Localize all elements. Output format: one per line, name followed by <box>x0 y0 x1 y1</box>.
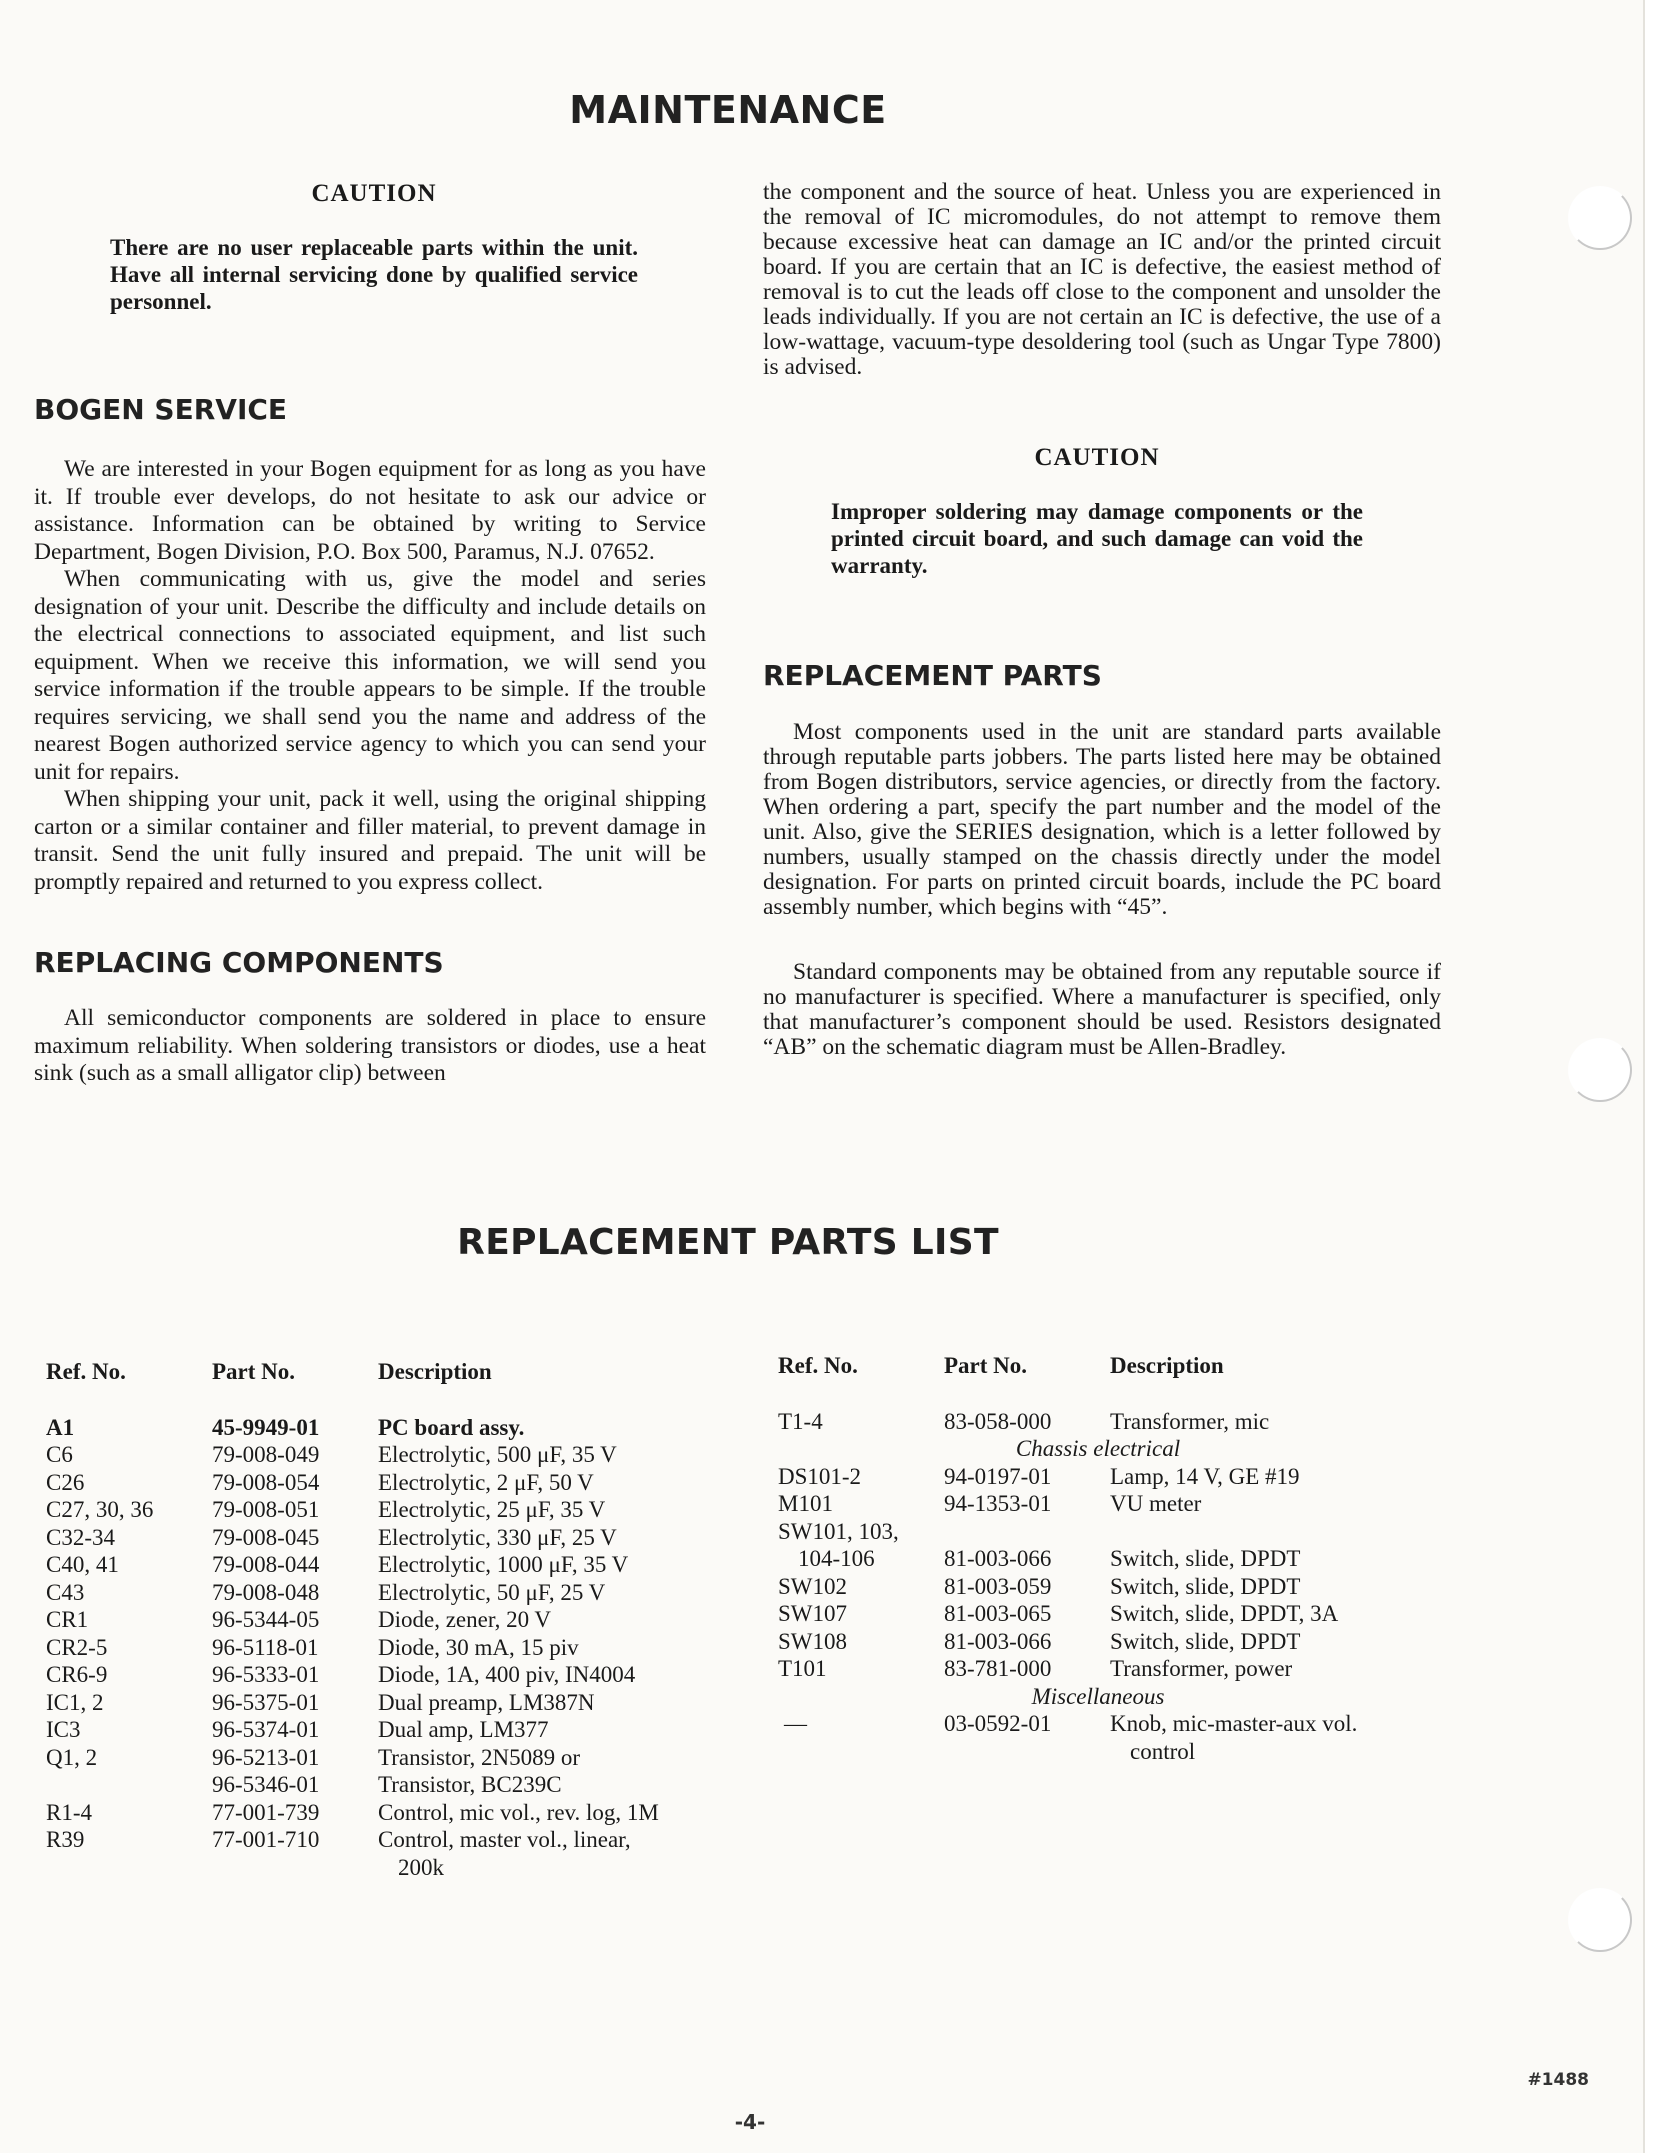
soldering-continuation-paragraph: the component and the source of heat. Unless you are experienced in the removal of IC micromodules, do not attempt to remove them because excessive heat can damage an IC and/or the printed circuit board. If you are certain that an IC is defective, the easiest method of removal is to cut the leads off close to the component and unsolder the leads individually. If you are not certain an IC is defective, the use of a low-wattage, vacuum-type desoldering tool (such as Ungar Type 7800) is advised. <box>763 179 1441 380</box>
ref-no-cell: C43 <box>46 1579 85 1605</box>
table-row <box>46 1414 726 1442</box>
caution-title-left: CAUTION <box>311 180 437 207</box>
chassis-electrical-subheading: Chassis electrical <box>1015 1436 1181 1461</box>
part-no-cell: 96-5213-01 <box>212 1744 320 1770</box>
ref-no-cell <box>46 1854 212 1882</box>
subheading-row <box>778 1683 1418 1711</box>
part-no-cell: 79-008-045 <box>212 1524 320 1550</box>
ref-no-cell: T1-4 <box>778 1408 823 1434</box>
part-no-cell: 03-0592-01 <box>944 1711 1052 1736</box>
header-description: Description <box>1110 1353 1224 1378</box>
ref-no-cell: R1-4 <box>46 1799 92 1825</box>
part-no-cell: 77-001-710 <box>212 1827 320 1852</box>
part-no-cell: 83-058-000 <box>944 1408 1052 1434</box>
table-row <box>46 1496 726 1524</box>
description-cell <box>1110 1518 1418 1546</box>
header-ref-no: Ref. No. <box>46 1359 126 1384</box>
ref-no-cell: C40, 41 <box>46 1552 119 1577</box>
ref-no-cell: IC3 <box>46 1717 81 1742</box>
ref-no-cell <box>778 1738 944 1766</box>
part-no-cell: 81-003-059 <box>944 1573 1052 1599</box>
table-row <box>46 1606 726 1634</box>
table-row <box>778 1628 1418 1656</box>
header-part-no: Part No. <box>212 1359 296 1384</box>
ref-no-cell: SW107 <box>778 1601 847 1626</box>
table-row <box>46 1634 726 1662</box>
table-row <box>46 1771 726 1799</box>
description-cell: Diode, 1A, 400 piv, IN4004 <box>378 1662 636 1687</box>
table-row <box>778 1655 1418 1683</box>
description-cell: Diode, 30 mA, 15 piv <box>378 1634 579 1660</box>
description-cell: Control, mic vol., rev. log, 1M <box>378 1799 659 1825</box>
part-no-cell: 83-781-000 <box>944 1656 1052 1681</box>
parts-table-left-body <box>46 1414 726 1882</box>
description-cell: Diode, zener, 20 V <box>378 1607 552 1632</box>
part-no-cell: 96-5344-05 <box>212 1607 320 1632</box>
table-row <box>46 1854 726 1882</box>
part-no-cell <box>212 1854 378 1882</box>
replacement-parts-paragraph-2: Standard components may be obtained from any reputable source if no manufacturer is specified. Where a manufacturer is specified, only that manufacturer’s component should be used. Resistors designated “AB” on the schematic diagram must be Allen-Bradley. <box>763 959 1441 1060</box>
ref-no-cell: A1 <box>46 1414 75 1440</box>
part-no-cell <box>944 1518 1110 1546</box>
parts-table-right <box>778 1352 1418 1765</box>
description-cell: Electrolytic, 50 μF, 25 V <box>378 1579 606 1605</box>
page-title: MAINTENANCE <box>569 88 887 132</box>
table-row <box>46 1524 726 1552</box>
table-row <box>778 1710 1418 1738</box>
ref-no-cell: C6 <box>46 1442 73 1467</box>
ref-no-cell: SW102 <box>778 1573 847 1599</box>
table-row <box>46 1799 726 1827</box>
description-cell: Transistor, 2N5089 or <box>378 1744 581 1770</box>
parts-table-right-misc <box>778 1710 1418 1765</box>
part-no-cell: 81-003-065 <box>944 1601 1052 1626</box>
ref-no-cell <box>46 1771 212 1799</box>
ref-no-cell: CR1 <box>46 1607 89 1632</box>
ref-no-cell: DS101-2 <box>778 1463 862 1489</box>
parts-table-left-header <box>46 1358 726 1414</box>
bogen-service-paragraph-3: When shipping your unit, pack it well, using the original shipping carton or a similar container and filler material, to prevent damage in transit. Send the unit fully insured and prepaid. The unit will be promptly repaired and returned to you express collect. <box>34 786 706 895</box>
miscellaneous-subheading: Miscellaneous <box>1031 1683 1165 1709</box>
table-row <box>778 1463 1418 1491</box>
parts-table-right-chassis <box>778 1463 1418 1683</box>
part-no-cell: 79-008-054 <box>212 1469 320 1495</box>
ref-no-cell: C26 <box>46 1469 85 1495</box>
ref-no-cell: SW101, 103, <box>778 1518 899 1544</box>
ref-no-cell: Q1, 2 <box>46 1744 98 1770</box>
table-row <box>778 1738 1418 1766</box>
table-row <box>778 1545 1418 1573</box>
description-cell: Transformer, mic <box>1110 1408 1270 1434</box>
table-row <box>46 1689 726 1717</box>
description-cell: Transistor, BC239C <box>378 1772 562 1797</box>
replacement-parts-heading: REPLACEMENT PARTS <box>763 659 1102 692</box>
part-no-cell: 96-5333-01 <box>212 1662 320 1687</box>
binder-hole-middle <box>1568 1038 1632 1102</box>
ref-no-cell: — <box>784 1711 807 1736</box>
description-cell: Switch, slide, DPDT <box>1110 1628 1301 1654</box>
part-no-cell <box>944 1738 1110 1766</box>
description-cell: Dual preamp, LM387N <box>378 1689 595 1715</box>
table-row <box>46 1469 726 1497</box>
description-cell: Switch, slide, DPDT, 3A <box>1110 1601 1339 1626</box>
part-no-cell: 81-003-066 <box>944 1628 1052 1654</box>
ref-no-cell: SW108 <box>778 1628 847 1654</box>
ref-no-cell: CR6-9 <box>46 1662 108 1687</box>
table-row <box>778 1490 1418 1518</box>
ref-no-cell: C32-34 <box>46 1524 115 1550</box>
ref-no-cell: C27, 30, 36 <box>46 1497 154 1522</box>
description-cell: Control, master vol., linear, <box>378 1827 631 1852</box>
bogen-service-heading: BOGEN SERVICE <box>34 393 288 426</box>
part-no-cell: 96-5375-01 <box>212 1689 320 1715</box>
caution-text-right: Improper soldering may damage components or the printed circuit board, and such damage can void the warranty. <box>831 499 1363 578</box>
description-cell: Switch, slide, DPDT <box>1110 1546 1301 1571</box>
ref-no-cell: T101 <box>778 1656 827 1681</box>
description-cell: 200k <box>398 1854 444 1880</box>
ref-no-cell: M101 <box>778 1491 833 1516</box>
description-cell: PC board assy. <box>378 1414 525 1440</box>
bogen-service-paragraph-2: When communicating with us, give the model and series designation of your unit. Describe the difficulty and include details on the electrical connections to associated equipment, and list such equipment. When we receive this information, we will send you service information if the trouble appears to be simple. If the trouble requires servicing, we shall send you the name and address of the nearest Bogen authorized service agency to which you can send your unit for repairs. <box>34 566 706 785</box>
part-no-cell: 96-5346-01 <box>212 1772 320 1797</box>
description-cell: Knob, mic-master-aux vol. <box>1110 1711 1358 1736</box>
part-no-cell: 79-008-051 <box>212 1497 320 1522</box>
bogen-service-paragraph-1: We are interested in your Bogen equipment for as long as you have it. If trouble ever develops, do not hesitate to ask our advice or assistance. Information can be obtained by writing to Service Department, Bogen Division, P.O. Box 500, Paramus, N.J. 07652. <box>34 456 706 565</box>
parts-table-right-header <box>778 1352 1418 1408</box>
ref-no-cell: CR2-5 <box>46 1634 108 1660</box>
binder-hole-bottom <box>1568 1888 1632 1952</box>
table-row <box>46 1551 726 1579</box>
ref-no-cell: IC1, 2 <box>46 1689 104 1715</box>
description-cell: Switch, slide, DPDT <box>1110 1573 1301 1599</box>
part-no-cell: 45-9949-01 <box>212 1414 320 1440</box>
part-no-cell: 77-001-739 <box>212 1799 320 1825</box>
part-no-cell: 79-008-044 <box>212 1552 320 1577</box>
ref-no-cell: R39 <box>46 1827 85 1852</box>
table-row <box>778 1573 1418 1601</box>
table-row <box>46 1579 726 1607</box>
subheading-row <box>778 1435 1418 1463</box>
right-column <box>763 180 1441 1060</box>
table-row <box>46 1716 726 1744</box>
page-number: -4- <box>734 2110 766 2134</box>
description-cell: Electrolytic, 500 μF, 35 V <box>378 1442 617 1467</box>
caution-text-left: There are no user replaceable parts within the unit. Have all internal servicing done by qualified service personnel. <box>110 235 638 314</box>
description-cell: Lamp, 14 V, GE #19 <box>1110 1463 1300 1489</box>
ref-no-cell: 104-106 <box>798 1546 875 1571</box>
part-no-cell: 81-003-066 <box>944 1546 1052 1571</box>
parts-table-left <box>46 1358 726 1881</box>
part-no-cell: 94-0197-01 <box>944 1463 1052 1489</box>
document-code: #1488 <box>1527 2070 1589 2090</box>
description-cell: control <box>1130 1738 1196 1764</box>
replacement-parts-paragraph-1: Most components used in the unit are standard parts available through reputable parts jobbers. The parts listed here may be obtained from Bogen distributors, service agencies, or directly from the factory. When ordering a part, specify the part number and the model of the unit. Also, give the SERIES designation, which is a letter followed by numbers, usually stamped on the chassis directly under the model designation. For parts on printed circuit boards, include the PC board assembly number, which begins with “45”. <box>763 719 1441 920</box>
part-no-cell: 79-008-048 <box>212 1579 320 1605</box>
table-row <box>778 1600 1418 1628</box>
header-part-no: Part No. <box>944 1353 1028 1378</box>
part-no-cell: 96-5118-01 <box>212 1634 319 1660</box>
replacing-components-paragraph: All semiconductor components are soldered in place to ensure maximum reliability. When soldering transistors or diodes, use a heat sink (such as a small alligator clip) between <box>34 1005 706 1086</box>
description-cell: Electrolytic, 25 μF, 35 V <box>378 1497 606 1522</box>
table-row <box>778 1518 1418 1546</box>
table-row <box>46 1441 726 1469</box>
description-cell: VU meter <box>1110 1491 1202 1516</box>
table-row <box>46 1744 726 1772</box>
table-row <box>46 1661 726 1689</box>
description-cell: Electrolytic, 330 μF, 25 V <box>378 1524 617 1550</box>
replacing-components-heading: REPLACING COMPONENTS <box>34 946 444 979</box>
parts-table-right-top <box>778 1408 1418 1436</box>
header-ref-no: Ref. No. <box>778 1353 858 1378</box>
parts-list-heading: REPLACEMENT PARTS LIST <box>457 1222 999 1263</box>
description-cell: Electrolytic, 1000 μF, 35 V <box>378 1552 629 1577</box>
table-row <box>778 1408 1418 1436</box>
description-cell: Transformer, power <box>1110 1656 1293 1681</box>
left-column <box>34 180 706 1088</box>
table-row <box>46 1826 726 1854</box>
part-no-cell: 79-008-049 <box>212 1442 320 1467</box>
header-description: Description <box>378 1359 492 1384</box>
description-cell: Dual amp, LM377 <box>378 1717 549 1742</box>
caution-box-right <box>831 444 1363 579</box>
caution-title-right: CAUTION <box>1034 444 1160 471</box>
binder-hole-top <box>1568 186 1632 250</box>
part-no-cell: 96-5374-01 <box>212 1717 320 1742</box>
caution-box-left <box>110 180 638 315</box>
part-no-cell: 94-1353-01 <box>944 1491 1052 1516</box>
description-cell: Electrolytic, 2 μF, 50 V <box>378 1469 594 1495</box>
